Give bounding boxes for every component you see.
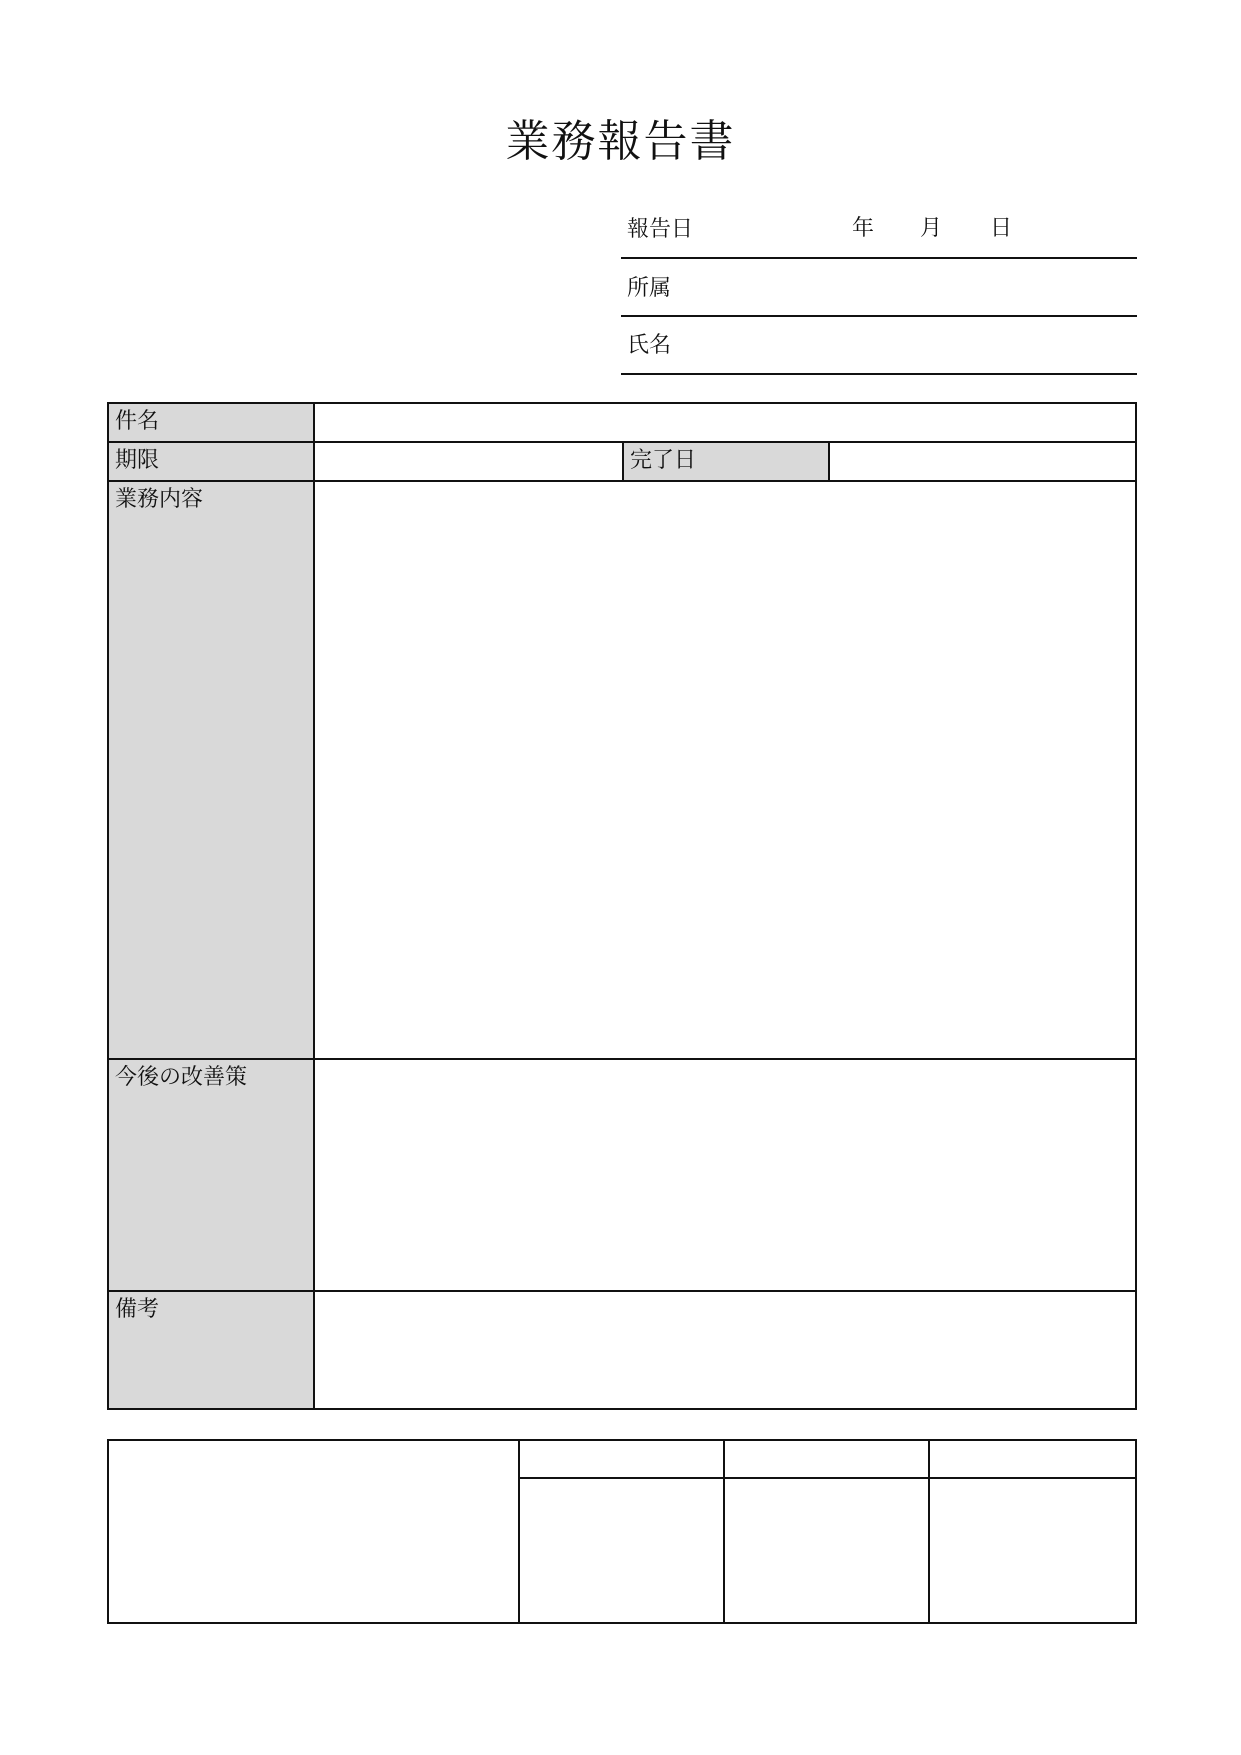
day-label: 日 xyxy=(990,216,1013,241)
report-table xyxy=(107,402,1137,1410)
department-label: 所属 xyxy=(627,276,672,301)
subject-label-cell xyxy=(109,404,315,442)
approval-stamp-table xyxy=(107,1439,1137,1624)
stamp-note-area[interactable] xyxy=(109,1441,518,1622)
report-date-underline xyxy=(621,257,1137,259)
row-divider xyxy=(109,1058,1135,1060)
stamp-header-cell[interactable] xyxy=(725,1441,928,1477)
completion-divider xyxy=(828,442,830,481)
deadline-label: 期限 xyxy=(115,448,160,473)
deadline-divider xyxy=(622,442,624,481)
work-content-input-cell[interactable] xyxy=(315,482,1135,1059)
report-date-label: 報告日 xyxy=(627,217,694,242)
remarks-input-cell[interactable] xyxy=(315,1292,1135,1408)
deadline-input-cell[interactable] xyxy=(315,443,623,481)
stamp-box[interactable] xyxy=(520,1479,723,1622)
stamp-header-cell[interactable] xyxy=(930,1441,1135,1477)
completion-date-label-cell xyxy=(624,443,829,481)
stamp-header-cell[interactable] xyxy=(520,1441,723,1477)
improvement-label-cell xyxy=(109,1060,315,1291)
document-title: 業務報告書 xyxy=(505,116,736,167)
improvement-label: 今後の改善策 xyxy=(115,1065,248,1090)
month-label: 月 xyxy=(920,216,943,241)
name-label: 氏名 xyxy=(627,333,672,358)
row-divider xyxy=(109,1290,1135,1292)
remarks-label-cell xyxy=(109,1292,315,1408)
subject-label: 件名 xyxy=(115,409,160,434)
department-underline xyxy=(621,315,1137,317)
work-content-label: 業務内容 xyxy=(115,487,204,512)
deadline-label-cell xyxy=(109,443,315,481)
stamp-box[interactable] xyxy=(725,1479,928,1622)
improvement-input-cell[interactable] xyxy=(315,1060,1135,1291)
completion-date-input-cell[interactable] xyxy=(830,443,1135,481)
year-label: 年 xyxy=(852,216,875,241)
label-column-divider xyxy=(313,404,315,1408)
stamp-box[interactable] xyxy=(930,1479,1135,1622)
name-underline xyxy=(621,373,1137,375)
completion-date-label: 完了日 xyxy=(630,448,697,473)
work-content-label-cell xyxy=(109,482,315,1059)
subject-input-cell[interactable] xyxy=(315,404,1135,442)
remarks-label: 備考 xyxy=(115,1297,160,1322)
